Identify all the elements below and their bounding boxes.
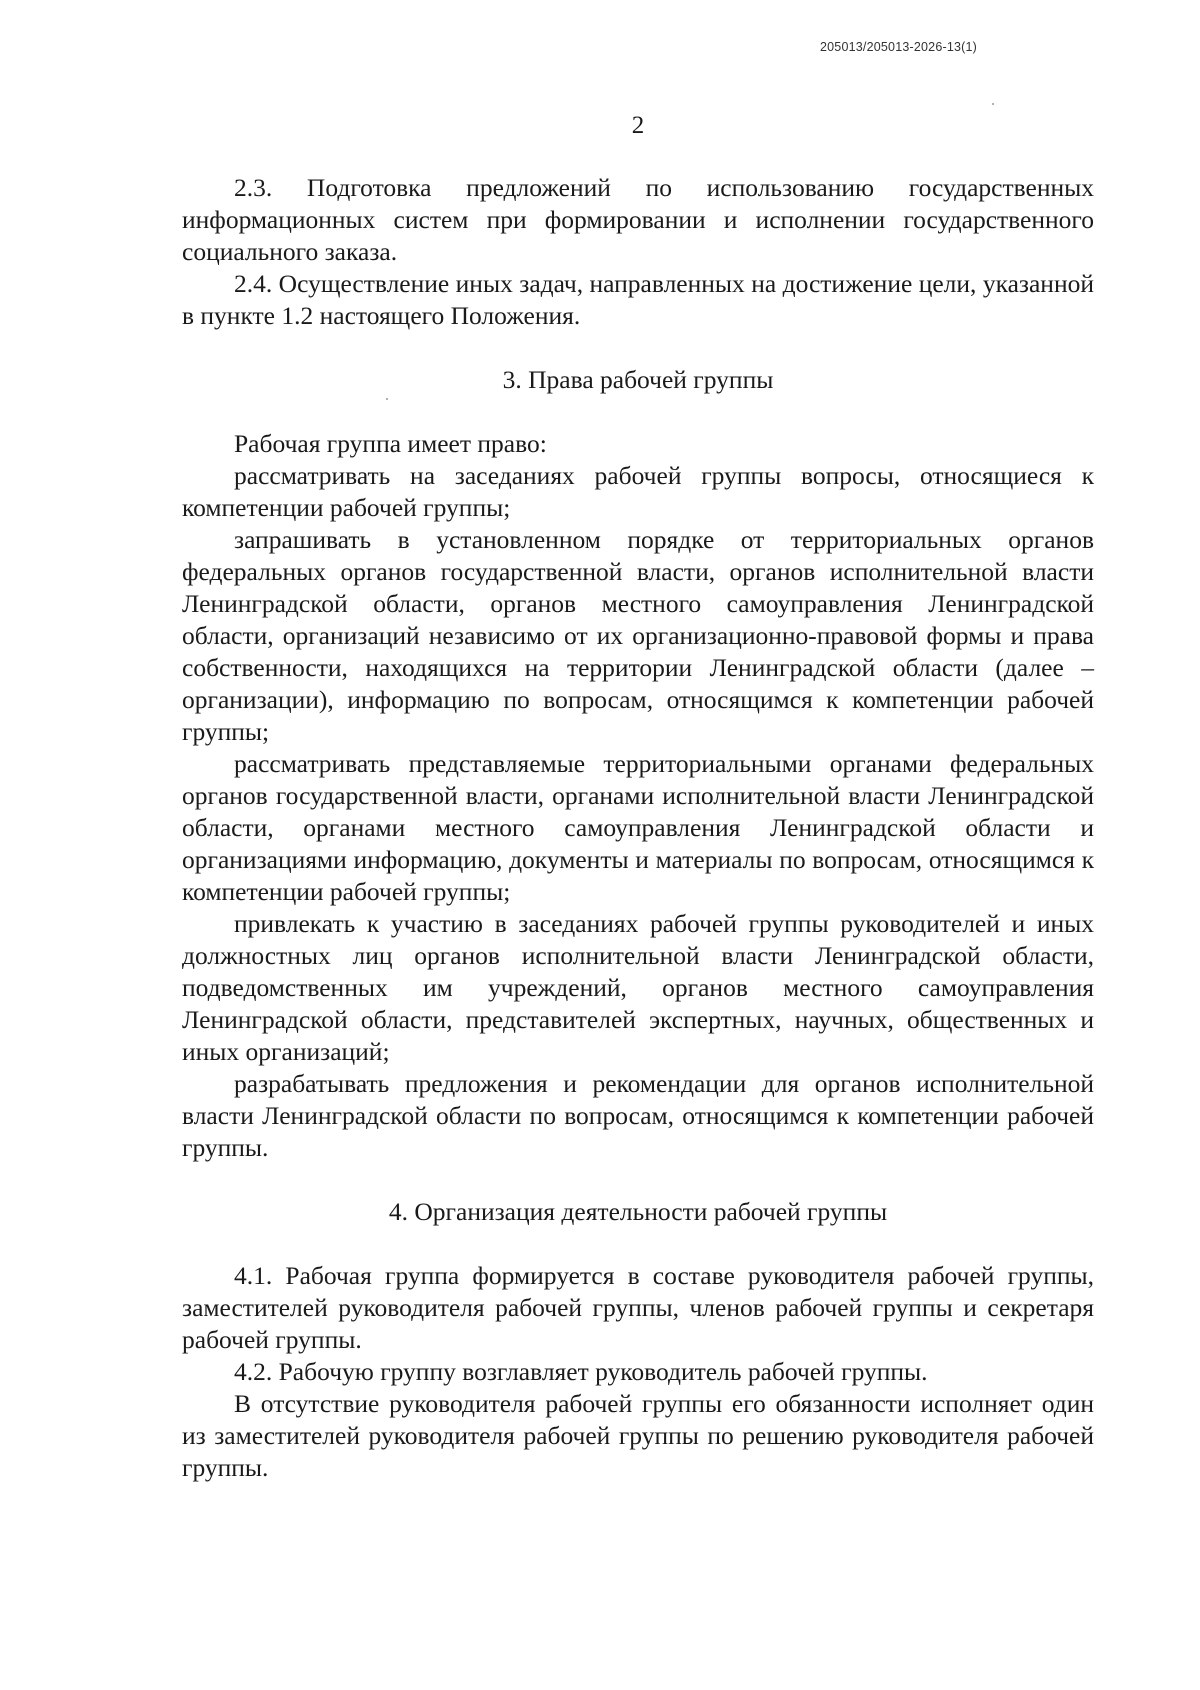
rights-item: рассматривать на заседаниях рабочей группы вопросы, относящиеся к компетенции рабочей группы; (182, 461, 1094, 522)
paragraph-2-4: 2.4. Осуществление иных задач, направленных на достижение цели, указанной в пункте 1.2 настоящего Положения. (182, 269, 1094, 330)
scan-speck (992, 103, 994, 105)
rights-item: разрабатывать предложения и рекомендации для органов исполнительной власти Ленинградской области по вопросам, относящимся к компетенции рабочей группы. (182, 1069, 1094, 1162)
paragraph-4-2: 4.2. Рабочую группу возглавляет руководитель рабочей группы. (234, 1357, 928, 1386)
document-body (182, 172, 1094, 1484)
rights-item: привлекать к участию в заседаниях рабочей группы руководителей и иных должностных лиц органов исполнительной власти Ленинградской области, подведомственных им учреждений, органов местного самоуправления Ленинградской области, представителей экспертных, научных, общественных и иных организаций; (182, 909, 1094, 1066)
paragraph-4-1: 4.1. Рабочая группа формируется в составе руководителя рабочей группы, заместителей руководителя рабочей группы, членов рабочей группы и секретаря рабочей группы. (182, 1261, 1094, 1354)
document-id: 205013/205013-2026-13(1) (820, 40, 978, 54)
paragraph-4-2-continuation: В отсутствие руководителя рабочей группы его обязанности исполняет один из заместителей руководителя рабочей группы по решению руководителя рабочей группы. (182, 1389, 1094, 1482)
section-4-heading: 4. Организация деятельности рабочей группы (388, 1197, 888, 1226)
paragraph-2-3: 2.3. Подготовка предложений по использованию государственных информационных систем при формировании и исполнении государственного социального заказа. (182, 173, 1094, 266)
rights-item: рассматривать представляемые территориальными органами федеральных органов государственной власти, органами исполнительной власти Ленинградской области, органами местного самоуправления Ленинградской области и организациями информацию, документы и материалы по вопросам, относящимся к компетенции рабочей группы; (182, 749, 1094, 906)
page-number: 2 (631, 112, 645, 139)
rights-item: запрашивать в установленном порядке от территориальных органов федеральных органов государственной власти, органов исполнительной власти Ленинградской области, органов местного самоуправления Ленинградской области, организаций независимо от их организационно-правовой формы и права собственности, находящихся на территории Ленинградской области (далее – организации), информацию по вопросам, относящимся к компетенции рабочей группы; (182, 525, 1094, 746)
section-3-intro: Рабочая группа имеет право: (234, 429, 547, 458)
section-3-heading: 3. Права рабочей группы (502, 365, 774, 394)
scan-speck (386, 398, 388, 400)
